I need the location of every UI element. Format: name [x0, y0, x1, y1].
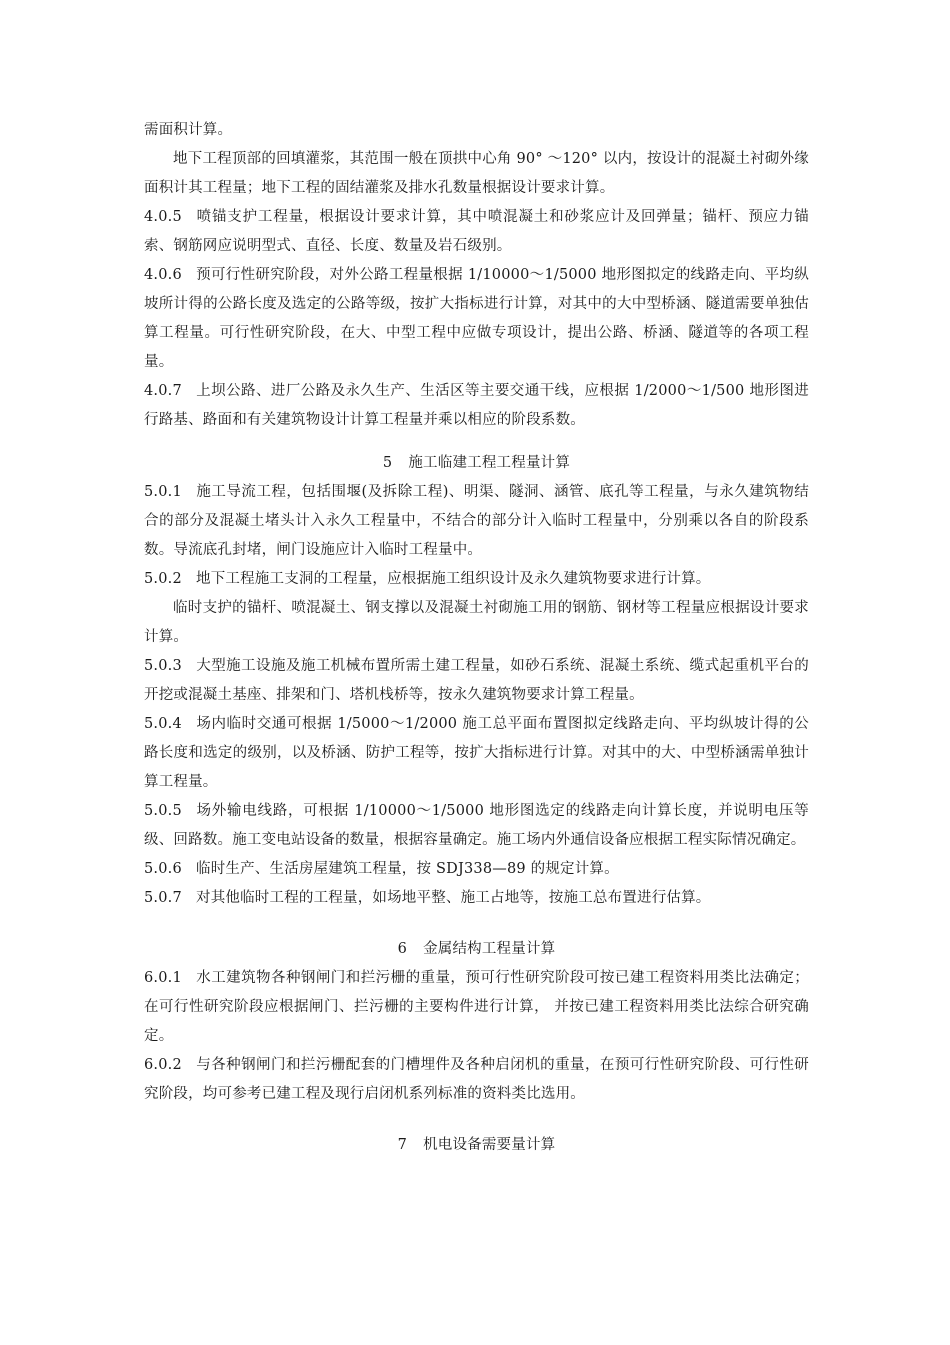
clause-5-0-6: 5.0.6 临时生产、生活房屋建筑工程量，按 SDJ338—89 的规定计算。 — [144, 861, 619, 877]
document-body — [144, 116, 809, 1160]
clause-4-0-6: 4.0.6 预可行性研究阶段，对外公路工程量根据 1/10000～1/5000 地形图拟定的线路走向、平均纵坡所计得的公路长度及选定的公路等级，按扩大指标进行计算，对其中的大中型桥涵、隧道需要单独估算工程量。可行性研究阶段，在大、中型工程中应做专项设计，提出公路、桥涵、隧道等的各项工程量。 — [144, 267, 809, 370]
clause-5-0-3: 5.0.3 大型施工设施及施工机械布置所需土建工程量，如砂石系统、混凝土系统、缆式起重机平台的开挖或混凝土基座、排架和门、塔机栈桥等，按永久建筑物要求计算工程量。 — [144, 658, 809, 703]
clause-5-0-5: 5.0.5 场外输电线路，可根据 1/10000～1/5000 地形图选定的线路走向计算长度，并说明电压等级、回路数。施工变电站设备的数量，根据容量确定。施工场内外通信设备应根据工程实际情况确定。 — [144, 803, 809, 848]
section-7-heading: 7 机电设备需要量计算 — [397, 1137, 556, 1153]
clause-5-0-4: 5.0.4 场内临时交通可根据 1/5000～1/2000 施工总平面布置图拟定线路走向、平均纵坡计得的公路长度和选定的级别，以及桥涵、防护工程等，按扩大指标进行计算。对其中的大、中型桥涵需单独计算工程量。 — [144, 716, 809, 790]
clause-6-0-2: 6.0.2 与各种钢闸门和拦污栅配套的门槽埋件及各种启闭机的重量，在预可行性研究阶段、可行性研究阶段，均可参考已建工程及现行启闭机系列标准的资料类比选用。 — [144, 1057, 809, 1102]
clause-6-0-1: 6.0.1 水工建筑物各种钢闸门和拦污栅的重量，预可行性研究阶段可按已建工程资料用类比法确定；在可行性研究阶段应根据闸门、拦污栅的主要构件进行计算， 并按已建工程资料用类比法综合研究确定。 — [144, 970, 809, 1044]
clause-5-0-7: 5.0.7 对其他临时工程的工程量，如场地平整、施工占地等，按施工总布置进行估算。 — [144, 890, 711, 906]
section-5-heading: 5 施工临建工程工程量计算 — [382, 455, 571, 471]
paragraph-temporary-support: 临时支护的锚杆、喷混凝土、钢支撑以及混凝土衬砌施工用的钢筋、钢材等工程量应根据设计要求计算。 — [144, 600, 809, 645]
paragraph-grouting: 地下工程顶部的回填灌浆，其范围一般在顶拱中心角 90° ～120° 以内，按设计的混凝土衬砌外缘面积计其工程量；地下工程的固结灌浆及排水孔数量根据设计要求计算。 — [144, 151, 809, 196]
section-4-clauses — [144, 203, 809, 435]
clause-4-0-7: 4.0.7 上坝公路、进厂公路及永久生产、生活区等主要交通干线，应根据 1/2000～1/500 地形图进行路基、路面和有关建筑物设计计算工程量并乘以相应的阶段系数。 — [144, 383, 809, 428]
clause-4-0-5: 4.0.5 喷锚支护工程量，根据设计要求计算，其中喷混凝土和砂浆应计及回弹量；锚杆、预应力锚索、钢筋网应说明型式、直径、长度、数量及岩石级别。 — [144, 209, 809, 254]
section-6-clauses — [144, 964, 809, 1109]
section-5-clauses — [144, 478, 809, 913]
clause-5-0-1: 5.0.1 施工导流工程，包括围堰(及拆除工程)、明渠、隧洞、涵管、底孔等工程量，与永久建筑物结合的部分及混凝土堵头计入永久工程量中，不结合的部分计入临时工程量中，分别乘以各自的阶段系数。导流底孔封堵，闸门设施应计入临时工程量中。 — [144, 484, 809, 558]
clause-5-0-2: 5.0.2 地下工程施工支洞的工程量，应根据施工组织设计及永久建筑物要求进行计算。 — [144, 571, 711, 587]
continuation-text: 需面积计算。 — [144, 122, 233, 138]
section-6-heading: 6 金属结构工程量计算 — [397, 941, 556, 957]
